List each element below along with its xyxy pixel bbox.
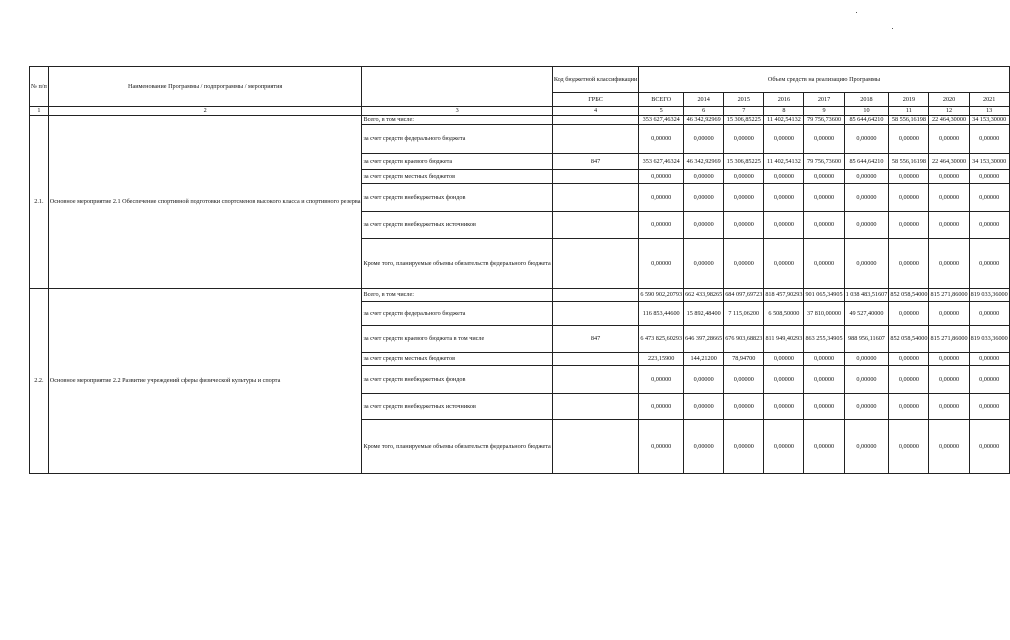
amount-cell: 819 033,36000	[969, 326, 1009, 353]
amount-cell: 58 556,16198	[889, 116, 929, 125]
column-number: 1	[30, 107, 49, 116]
header-year: 2015	[724, 93, 764, 107]
amount-cell: 0,00000	[684, 420, 724, 474]
amount-cell: 0,00000	[724, 420, 764, 474]
amount-cell: 11 402,54132	[764, 116, 804, 125]
scan-speck	[856, 12, 857, 13]
amount-cell: 0,00000	[639, 125, 684, 154]
amount-cell: 0,00000	[889, 212, 929, 239]
amount-cell: 0,00000	[724, 394, 764, 420]
amount-cell: 811 949,40293	[764, 326, 804, 353]
amount-cell: 0,00000	[804, 212, 844, 239]
amount-cell: 0,00000	[764, 239, 804, 289]
amount-cell: 34 153,30000	[969, 116, 1009, 125]
amount-cell: 0,00000	[684, 212, 724, 239]
amount-cell: 0,00000	[844, 125, 889, 154]
amount-cell: 0,00000	[724, 212, 764, 239]
amount-cell: 116 853,44600	[639, 302, 684, 326]
amount-cell: 0,00000	[724, 239, 764, 289]
amount-cell: 15 892,48400	[684, 302, 724, 326]
amount-cell: 0,00000	[764, 184, 804, 212]
amount-cell: 0,00000	[764, 366, 804, 394]
funding-source-label: за счет средств краевого бюджета	[362, 154, 552, 170]
amount-cell: 0,00000	[929, 170, 969, 184]
amount-cell: 0,00000	[969, 170, 1009, 184]
header-year: 2017	[804, 93, 844, 107]
measure-description: Основное мероприятие 2.2 Развитие учреждений сферы физической культуры и спорта	[48, 289, 362, 474]
column-number: 3	[362, 107, 552, 116]
amount-cell: 79 756,73600	[804, 154, 844, 170]
amount-cell: 0,00000	[889, 353, 929, 366]
amount-cell: 0,00000	[889, 125, 929, 154]
amount-cell: 15 306,85225	[724, 116, 764, 125]
amount-cell: 0,00000	[684, 239, 724, 289]
funding-source-label: за счет средств федерального бюджета	[362, 302, 552, 326]
amount-cell: 0,00000	[889, 394, 929, 420]
amount-cell: 46 342,92969	[684, 116, 724, 125]
header-empty	[362, 67, 552, 107]
amount-cell: 353 627,46324	[639, 116, 684, 125]
funding-source-label: Всего, в том числе:	[362, 289, 552, 302]
amount-cell: 901 065,34905	[804, 289, 844, 302]
funding-source-label: за счет средств местных бюджетов	[362, 353, 552, 366]
amount-cell: 0,00000	[804, 353, 844, 366]
amount-cell: 0,00000	[929, 353, 969, 366]
amount-cell: 0,00000	[639, 420, 684, 474]
funding-source-label: за счет средств внебюджетных фондов	[362, 366, 552, 394]
funding-source-label: за счет средств краевого бюджета в том числе	[362, 326, 552, 353]
amount-cell: 0,00000	[639, 212, 684, 239]
header-year: 2016	[764, 93, 804, 107]
amount-cell: 646 397,28665	[684, 326, 724, 353]
amount-cell: 0,00000	[969, 302, 1009, 326]
column-number: 7	[724, 107, 764, 116]
amount-cell: 818 457,90293	[764, 289, 804, 302]
amount-cell: 11 402,54132	[764, 154, 804, 170]
amount-cell: 7 115,06200	[724, 302, 764, 326]
amount-cell: 22 464,30000	[929, 116, 969, 125]
amount-cell: 0,00000	[639, 394, 684, 420]
grbs-code	[552, 170, 639, 184]
amount-cell: 0,00000	[844, 184, 889, 212]
amount-cell: 0,00000	[724, 184, 764, 212]
amount-cell: 0,00000	[929, 302, 969, 326]
grbs-code	[552, 125, 639, 154]
amount-cell: 0,00000	[844, 366, 889, 394]
scan-speck	[892, 28, 893, 29]
amount-cell: 0,00000	[929, 239, 969, 289]
amount-cell: 819 033,36000	[969, 289, 1009, 302]
amount-cell: 78,94700	[724, 353, 764, 366]
amount-cell: 0,00000	[929, 184, 969, 212]
amount-cell: 676 903,68823	[724, 326, 764, 353]
grbs-code: 847	[552, 154, 639, 170]
amount-cell: 852 058,54000	[889, 326, 929, 353]
amount-cell: 0,00000	[639, 239, 684, 289]
amount-cell: 0,00000	[844, 212, 889, 239]
amount-cell: 0,00000	[639, 170, 684, 184]
funding-source-label: за счет средств внебюджетных фондов	[362, 184, 552, 212]
amount-cell: 85 644,64210	[844, 154, 889, 170]
amount-cell: 0,00000	[804, 184, 844, 212]
header-name: Наименование Программы / подпрограммы / мероприятия	[48, 67, 362, 107]
amount-cell: 46 342,92969	[684, 154, 724, 170]
amount-cell: 85 644,64210	[844, 116, 889, 125]
header-year: 2018	[844, 93, 889, 107]
amount-cell: 0,00000	[889, 239, 929, 289]
amount-cell: 58 556,16198	[889, 154, 929, 170]
amount-cell: 0,00000	[844, 239, 889, 289]
grbs-code	[552, 353, 639, 366]
funding-source-label: за счет средств федерального бюджета	[362, 125, 552, 154]
amount-cell: 0,00000	[969, 212, 1009, 239]
table-body	[30, 67, 1010, 474]
header-num: № п/п	[30, 67, 49, 107]
amount-cell: 0,00000	[929, 125, 969, 154]
column-number: 8	[764, 107, 804, 116]
amount-cell: 79 756,73600	[804, 116, 844, 125]
grbs-code	[552, 420, 639, 474]
amount-cell: 815 271,86000	[929, 289, 969, 302]
grbs-code	[552, 184, 639, 212]
funding-source-label: за счет средств местных бюджетов	[362, 170, 552, 184]
amount-cell: 0,00000	[889, 420, 929, 474]
grbs-code	[552, 302, 639, 326]
amount-cell: 0,00000	[889, 170, 929, 184]
amount-cell: 0,00000	[889, 366, 929, 394]
measure-description: Основное мероприятие 2.1 Обеспечение спортивной подготовки спортсменов высокого класса и спортивного резерва	[48, 116, 362, 289]
funding-source-label: за счет средств внебюджетных источников	[362, 394, 552, 420]
amount-cell: 863 255,34905	[804, 326, 844, 353]
amount-cell: 0,00000	[929, 366, 969, 394]
column-number: 5	[639, 107, 684, 116]
header-row	[30, 67, 1010, 93]
amount-cell: 0,00000	[844, 420, 889, 474]
amount-cell: 662 433,98265	[684, 289, 724, 302]
amount-cell: 0,00000	[929, 394, 969, 420]
amount-cell: 0,00000	[804, 420, 844, 474]
amount-cell: 0,00000	[929, 420, 969, 474]
funding-source-label: за счет средств внебюджетных источников	[362, 212, 552, 239]
amount-cell: 0,00000	[889, 302, 929, 326]
amount-cell: 0,00000	[684, 170, 724, 184]
header-year: 2021	[969, 93, 1009, 107]
grbs-code	[552, 366, 639, 394]
header-grbs: ГРБС	[552, 93, 639, 107]
column-number: 4	[552, 107, 639, 116]
amount-cell: 22 464,30000	[929, 154, 969, 170]
amount-cell: 6 508,50000	[764, 302, 804, 326]
amount-cell: 0,00000	[844, 394, 889, 420]
amount-cell: 6 473 825,60293	[639, 326, 684, 353]
header-year: 2019	[889, 93, 929, 107]
amount-cell: 0,00000	[969, 353, 1009, 366]
amount-cell: 0,00000	[764, 125, 804, 154]
column-number: 13	[969, 107, 1009, 116]
amount-cell: 0,00000	[764, 353, 804, 366]
amount-cell: 37 810,00000	[804, 302, 844, 326]
amount-cell: 0,00000	[969, 420, 1009, 474]
funding-source-label: Кроме того, планируемые объемы обязательств федерального бюджета	[362, 239, 552, 289]
amount-cell: 0,00000	[724, 366, 764, 394]
grbs-code	[552, 212, 639, 239]
grbs-code	[552, 289, 639, 302]
table-row	[30, 289, 1010, 302]
amount-cell: 815 271,86000	[929, 326, 969, 353]
amount-cell: 988 956,11607	[844, 326, 889, 353]
amount-cell: 0,00000	[804, 125, 844, 154]
amount-cell: 0,00000	[724, 170, 764, 184]
amount-cell: 0,00000	[764, 394, 804, 420]
amount-cell: 353 627,46324	[639, 154, 684, 170]
table-row	[30, 116, 1010, 125]
amount-cell: 144,21200	[684, 353, 724, 366]
grbs-code	[552, 239, 639, 289]
measure-index: 2.2.	[30, 289, 49, 474]
amount-cell: 0,00000	[639, 366, 684, 394]
amount-cell: 0,00000	[684, 125, 724, 154]
grbs-code: 847	[552, 326, 639, 353]
amount-cell: 0,00000	[764, 212, 804, 239]
amount-cell: 0,00000	[969, 366, 1009, 394]
amount-cell: 0,00000	[724, 125, 764, 154]
amount-cell: 0,00000	[969, 394, 1009, 420]
column-number: 2	[48, 107, 362, 116]
budget-table	[29, 66, 1010, 474]
amount-cell: 0,00000	[804, 366, 844, 394]
amount-cell: 684 097,69723	[724, 289, 764, 302]
funding-source-label: Всего, в том числе:	[362, 116, 552, 125]
header-year: 2020	[929, 93, 969, 107]
column-number: 12	[929, 107, 969, 116]
amount-cell: 34 153,30000	[969, 154, 1009, 170]
header-year: 2014	[684, 93, 724, 107]
amount-cell: 0,00000	[969, 239, 1009, 289]
column-number: 10	[844, 107, 889, 116]
amount-cell: 0,00000	[929, 212, 969, 239]
measure-index: 2.1.	[30, 116, 49, 289]
amount-cell: 0,00000	[804, 170, 844, 184]
grbs-code	[552, 116, 639, 125]
amount-cell: 1 038 483,51607	[844, 289, 889, 302]
column-number: 11	[889, 107, 929, 116]
amount-cell: 0,00000	[804, 394, 844, 420]
amount-cell: 49 527,40000	[844, 302, 889, 326]
header-code: Код бюджетной классификации	[552, 67, 639, 93]
amount-cell: 0,00000	[844, 353, 889, 366]
amount-cell: 0,00000	[684, 394, 724, 420]
amount-cell: 0,00000	[969, 125, 1009, 154]
amount-cell: 15 306,85225	[724, 154, 764, 170]
header-total: ВСЕГО	[639, 93, 684, 107]
header-volume: Объем средств на реализацию Программы	[639, 67, 1009, 93]
amount-cell: 0,00000	[764, 170, 804, 184]
amount-cell: 0,00000	[684, 184, 724, 212]
amount-cell: 0,00000	[639, 184, 684, 212]
amount-cell: 0,00000	[969, 184, 1009, 212]
amount-cell: 0,00000	[844, 170, 889, 184]
amount-cell: 223,15900	[639, 353, 684, 366]
column-number: 6	[684, 107, 724, 116]
amount-cell: 852 058,54000	[889, 289, 929, 302]
funding-source-label: Кроме того, планируемые объемы обязательств федерального бюджета	[362, 420, 552, 474]
amount-cell: 0,00000	[684, 366, 724, 394]
amount-cell: 0,00000	[889, 184, 929, 212]
amount-cell: 0,00000	[764, 420, 804, 474]
grbs-code	[552, 394, 639, 420]
amount-cell: 0,00000	[804, 239, 844, 289]
column-number-row	[30, 107, 1010, 116]
column-number: 9	[804, 107, 844, 116]
amount-cell: 6 590 902,20793	[639, 289, 684, 302]
